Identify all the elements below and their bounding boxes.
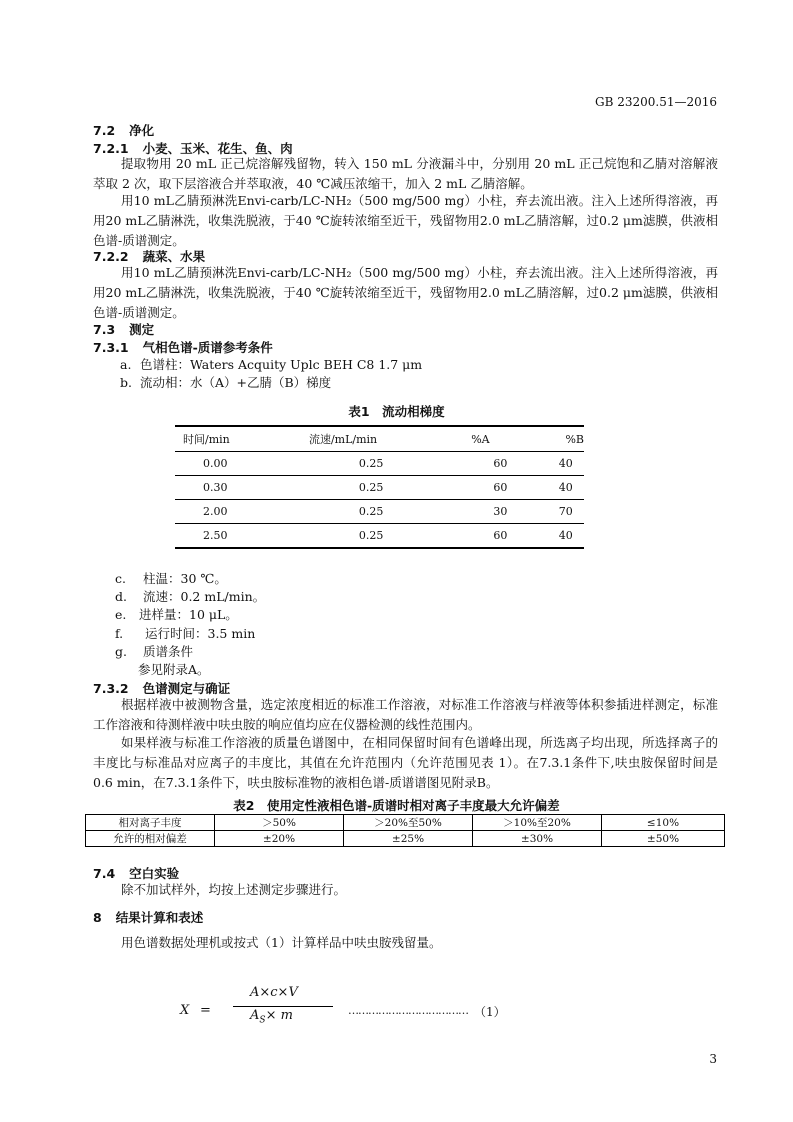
ion-abundance-table	[85, 814, 725, 847]
table-cell: ±50%	[602, 831, 725, 847]
list-text: 进样量：10 μL。	[139, 607, 238, 622]
paragraph: 提取物用 20 mL 正己烷溶解残留物，转入 150 mL 分液漏斗中，分别用 20 mL 正己烷饱和乙腈对溶解液萃取 2 次，取下层溶液合并萃取液，40 ℃减压浓缩干，加入 2 mL 乙腈溶解。	[93, 156, 718, 191]
formula-numerator: A×c×V	[250, 985, 298, 1000]
paragraph: 用10 mL乙腈预淋洗Envi-carb/LC-NH₂（500 mg/500 mg）小柱，弃去流出液。注入上述所得溶液，再用20 mL乙腈淋洗，收集洗脱液，于40 ℃旋转浓缩至近干，残留物用2.0 mL乙腈溶解，过0.2 μm滤膜，供液相色谱-质谱测定。	[93, 265, 718, 320]
table-row	[175, 452, 584, 476]
table-header-row	[175, 426, 584, 452]
list-label: g.	[115, 644, 127, 659]
table2-caption: 表2 使用定性液相色谱-质谱时相对离子丰度最大允许偏差	[233, 798, 560, 813]
list-item	[115, 569, 227, 589]
section-7-2-heading	[93, 121, 154, 139]
section-7-3-1-heading	[93, 338, 273, 356]
section-title: 气相色谱-质谱参考条件	[142, 340, 273, 355]
table-cell: 0.25	[289, 476, 453, 500]
list-label: a.	[120, 357, 132, 372]
section-title: 结果计算和表述	[115, 910, 204, 925]
table-cell: 2.50	[175, 524, 289, 549]
paragraph: 除不加试样外，均按上述测定步骤进行。	[121, 882, 347, 897]
section-title: 色谱测定与确证	[142, 681, 231, 696]
table-cell: 0.25	[289, 524, 453, 549]
denominator-a: A	[250, 1008, 260, 1023]
table-cell: 60	[453, 452, 547, 476]
table-cell: 40	[547, 524, 584, 549]
formula-denominator	[250, 1008, 293, 1026]
table-cell: ±20%	[215, 831, 344, 847]
section-title: 空白实验	[129, 866, 180, 881]
list-text: 柱温：30 ℃。	[143, 571, 227, 586]
table-cell: 允许的相对偏差	[86, 831, 215, 847]
table1-caption: 表1 流动相梯度	[348, 404, 445, 419]
list-item	[115, 624, 255, 644]
table-cell: 相对离子丰度	[86, 815, 215, 831]
list-item	[115, 605, 238, 625]
list-item	[120, 355, 422, 375]
list-label: b.	[120, 375, 132, 390]
list-label: f.	[115, 626, 124, 641]
column-header: 时间/min	[175, 426, 289, 452]
paragraph: 根据样液中被测物含量，选定浓度相近的标准工作溶液，对标准工作溶液与样液等体积参插进样测定，标准工作溶液和待测样液中呋虫胺的响应值均应在仪器检测的线性范围内。	[93, 697, 718, 732]
section-title: 测定	[129, 322, 155, 337]
formula-equals: =	[200, 1003, 211, 1018]
table-cell: ±25%	[344, 831, 473, 847]
denominator-subscript: S	[259, 1015, 266, 1026]
table-cell: 2.00	[175, 500, 289, 524]
section-title: 蔬菜、水果	[142, 249, 206, 264]
table-cell: ≤10%	[602, 815, 725, 831]
list-text: 流动相：水（A）+乙腈（B）梯度	[140, 375, 332, 390]
list-label: c.	[115, 571, 126, 586]
section-title: 小麦、玉米、花生、鱼、肉	[142, 141, 293, 156]
page-number: 3	[709, 1052, 717, 1066]
table-cell: 40	[547, 452, 584, 476]
list-text: 运行时间：3.5 min	[145, 626, 256, 641]
table-cell: 0.00	[175, 452, 289, 476]
formula-number: （1）	[474, 1005, 506, 1019]
table-cell: 40	[547, 476, 584, 500]
gradient-table	[175, 425, 584, 549]
paragraph: 用色谱数据处理机或按式（1）计算样品中呋虫胺残留量。	[121, 935, 442, 950]
column-header: %A	[453, 426, 547, 452]
table-cell: 60	[453, 476, 547, 500]
table-cell: 0.25	[289, 500, 453, 524]
list-label: d.	[115, 589, 127, 604]
fraction-bar	[233, 1006, 333, 1007]
list-item	[115, 642, 193, 662]
table-cell: ＞20%至50%	[344, 815, 473, 831]
table-row	[86, 815, 725, 831]
table-row	[175, 500, 584, 524]
section-8-heading	[93, 908, 203, 926]
list-text: 色谱柱：Waters Acquity Uplc BEH C8 1.7 μm	[140, 357, 423, 372]
formula-leader-dots: ………………………………	[348, 1004, 468, 1017]
list-item	[120, 373, 331, 393]
list-text: 质谱条件	[143, 644, 194, 659]
list-text: 流速：0.2 mL/min。	[143, 589, 266, 604]
table-cell: 70	[547, 500, 584, 524]
section-number: 7.4	[93, 866, 116, 881]
section-title: 净化	[129, 123, 155, 138]
section-number: 7.2.1	[93, 141, 129, 156]
table-cell: ＞50%	[215, 815, 344, 831]
table-cell: 60	[453, 524, 547, 549]
paragraph: 用10 mL乙腈预淋洗Envi-carb/LC-NH₂（500 mg/500 mg）小柱，弃去流出液。注入上述所得溶液，再用20 mL乙腈淋洗，收集洗脱液，于40 ℃旋转浓缩至近干，残留物用2.0 mL乙腈溶解，过0.2 μm滤膜，供液相色谱-质谱测定。	[93, 193, 718, 248]
section-number: 8	[93, 910, 102, 925]
table-row	[175, 524, 584, 549]
denominator-rest: × m	[265, 1008, 293, 1023]
table-cell: 30	[453, 500, 547, 524]
table-cell: 0.30	[175, 476, 289, 500]
table-cell: ＞10%至20%	[473, 815, 602, 831]
formula-lhs: X	[180, 1003, 190, 1018]
section-number: 7.3.1	[93, 340, 129, 355]
column-header: %B	[547, 426, 584, 452]
list-subtext: 参见附录A。	[138, 662, 210, 677]
table-cell: 0.25	[289, 452, 453, 476]
column-header: 流速/mL/min	[289, 426, 453, 452]
list-label: e.	[115, 607, 127, 622]
paragraph: 如果样液与标准工作溶液的质量色谱图中，在相同保留时间有色谱峰出现，所选离子均出现，所选择离子的丰度比与标准品对应离子的丰度比，其值在允许范围内（允许范围见表 1）。在7.3.1条件下,呋虫胺保留时间是 0.6 min，在7.3.1条件下，呋虫胺标准物的液相色谱-质谱谱图见附录B。	[93, 735, 718, 790]
table-row	[175, 476, 584, 500]
section-number: 7.2.2	[93, 249, 129, 264]
standard-code: GB 23200.51—2016	[594, 95, 717, 109]
section-7-3-heading	[93, 320, 154, 338]
section-number: 7.2	[93, 123, 116, 138]
list-item	[115, 587, 265, 607]
table-row	[86, 831, 725, 847]
section-number: 7.3.2	[93, 681, 129, 696]
table-cell: ±30%	[473, 831, 602, 847]
section-number: 7.3	[93, 322, 116, 337]
